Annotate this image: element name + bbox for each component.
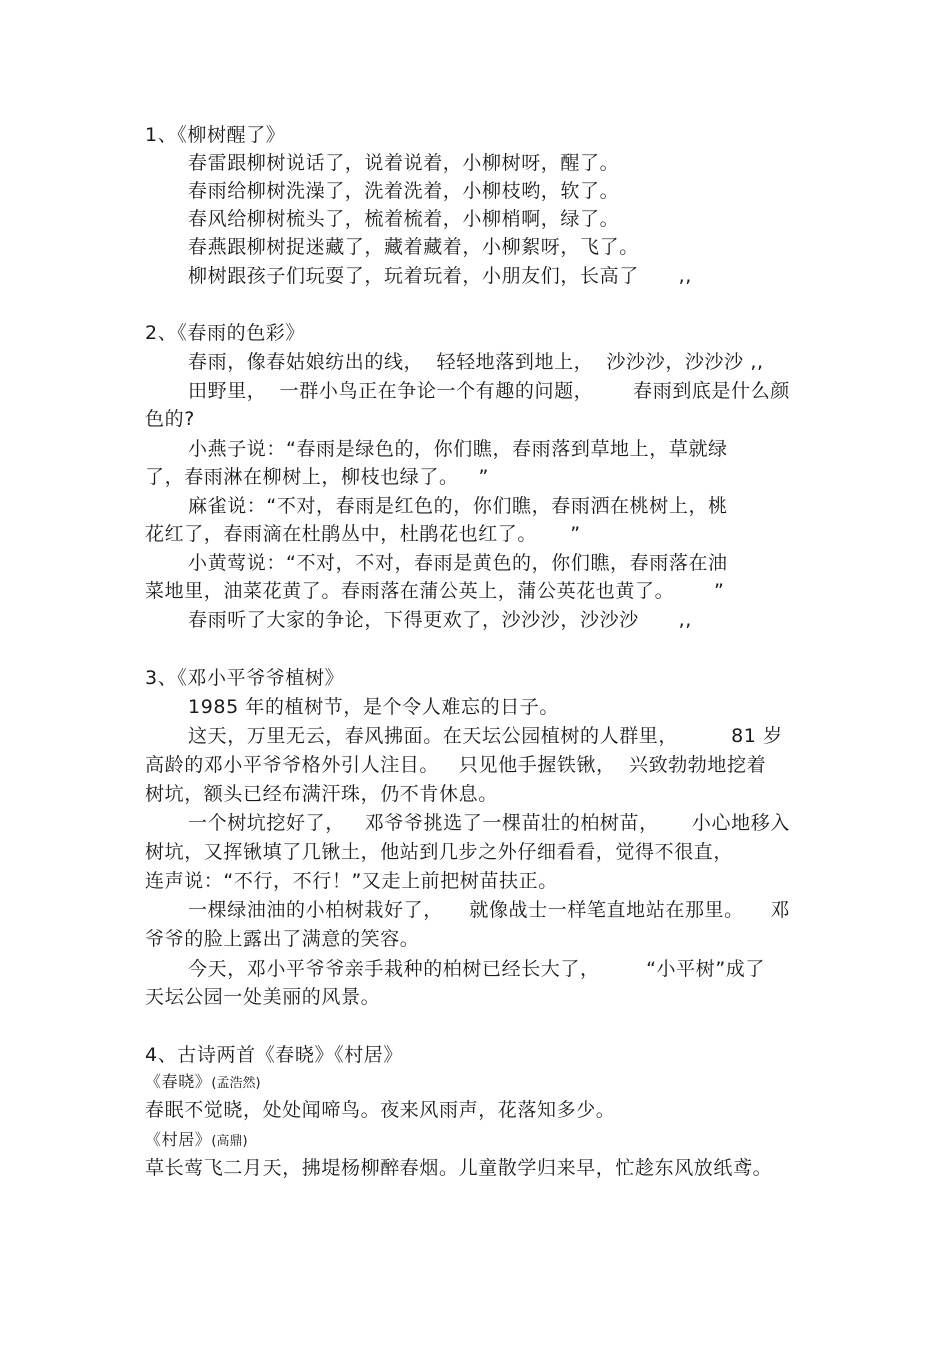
section-2-heading: 2、《春雨的色彩》	[145, 322, 305, 344]
section-2-line: 田野里， 一群小鸟正在争论一个有趣的问题， 春雨到底是什么颜	[188, 380, 790, 402]
section-3-line: 一个树坑挖好了， 邓爷爷挑选了一棵苗壮的柏树苗， 小心地移入	[188, 812, 790, 834]
section-1-heading: 1、《柳树醒了》	[145, 124, 286, 146]
poem-text: 草长莺飞二月天，拂堤杨柳醉春烟。儿童散学归来早，忙趁东风放纸鸢。	[145, 1157, 773, 1179]
section-3-line: 天坛公园一处美丽的风景。	[145, 986, 381, 1008]
section-2-line: 色的?	[145, 408, 195, 430]
section-3-heading: 3、《邓小平爷爷植树》	[145, 667, 345, 689]
section-3-line: 一棵绿油油的小柏树栽好了， 就像战士一样笔直地站在那里。 邓	[188, 899, 790, 921]
section-2-line: 菜地里，油菜花黄了。春雨落在蒲公英上，蒲公英花也黄了。 ”	[145, 580, 725, 602]
section-3-line: 今天，邓小平爷爷亲手栽种的柏树已经长大了， “小平树”成了	[188, 958, 765, 980]
poem-author: (孟浩然)	[211, 1076, 261, 1091]
section-1-line: 春雨给柳树洗澡了，洗着洗着，小柳枝哟，软了。	[188, 180, 620, 202]
section-4-heading: 4、古诗两首《春晓》《村居》	[145, 1044, 403, 1066]
section-2-line: 了，春雨淋在柳树上，柳枝也绿了。 ”	[145, 466, 489, 488]
poem-title: 《春晓》	[145, 1072, 212, 1091]
section-2-line: 小黄莺说：“不对，不对，春雨是黄色的，你们瞧，春雨落在油	[188, 552, 728, 574]
section-1-line: 春风给柳树梳头了，梳着梳着，小柳梢啊，绿了。	[188, 208, 620, 230]
section-3-line: 连声说：“不行，不行！”又走上前把树苗扶正。	[145, 870, 558, 892]
section-1-line: 春燕跟柳树捉迷藏了，藏着藏着，小柳絮呀，飞了。	[188, 236, 639, 258]
poem-author: (高鼎)	[211, 1134, 248, 1149]
poem-text: 春眠不觉晓，处处闻啼鸟。夜来风雨声，花落知多少。	[145, 1099, 616, 1121]
section-1-line: 柳树跟孩子们玩耍了，玩着玩着，小朋友们，长高了 ,,	[188, 265, 692, 287]
poem-1-title-line	[145, 1068, 261, 1097]
section-2-line: 花红了，春雨滴在杜鹃丛中，杜鹃花也红了。 ”	[145, 523, 581, 545]
section-2-line: 春雨听了大家的争论，下得更欢了，沙沙沙，沙沙沙 ,,	[188, 609, 692, 631]
section-3-line: 1985 年的植树节，是个令人难忘的日子。	[188, 696, 559, 718]
section-2-line: 小燕子说：“春雨是绿色的，你们瞧，春雨落到草地上，草就绿	[188, 438, 728, 460]
section-3-line: 高龄的邓小平爷爷格外引人注目。 只见他手握铁锹， 兴致勃勃地挖着	[145, 754, 767, 776]
section-3-line: 树坑，额头已经布满汗珠，仍不肯休息。	[145, 783, 498, 805]
section-3-line: 树坑，又挥锹填了几锹土，他站到几步之外仔细看看，觉得不很直，	[145, 841, 734, 863]
section-2-line: 春雨，像春姑娘纺出的线， 轻轻地落到地上， 沙沙沙，沙沙沙 ,,	[188, 351, 764, 373]
poem-title: 《村居》	[145, 1130, 212, 1149]
section-3-line: 爷爷的脸上露出了满意的笑容。	[145, 928, 420, 950]
section-2-line: 麻雀说：“不对，春雨是红色的，你们瞧，春雨洒在桃树上，桃	[188, 495, 728, 517]
section-1-line: 春雷跟柳树说话了，说着说着，小柳树呀，醒了。	[188, 152, 620, 174]
section-3-line: 这天，万里无云，春风拂面。在天坛公园植树的人群里， 81 岁	[188, 725, 783, 747]
poem-2-title-line	[145, 1126, 248, 1155]
